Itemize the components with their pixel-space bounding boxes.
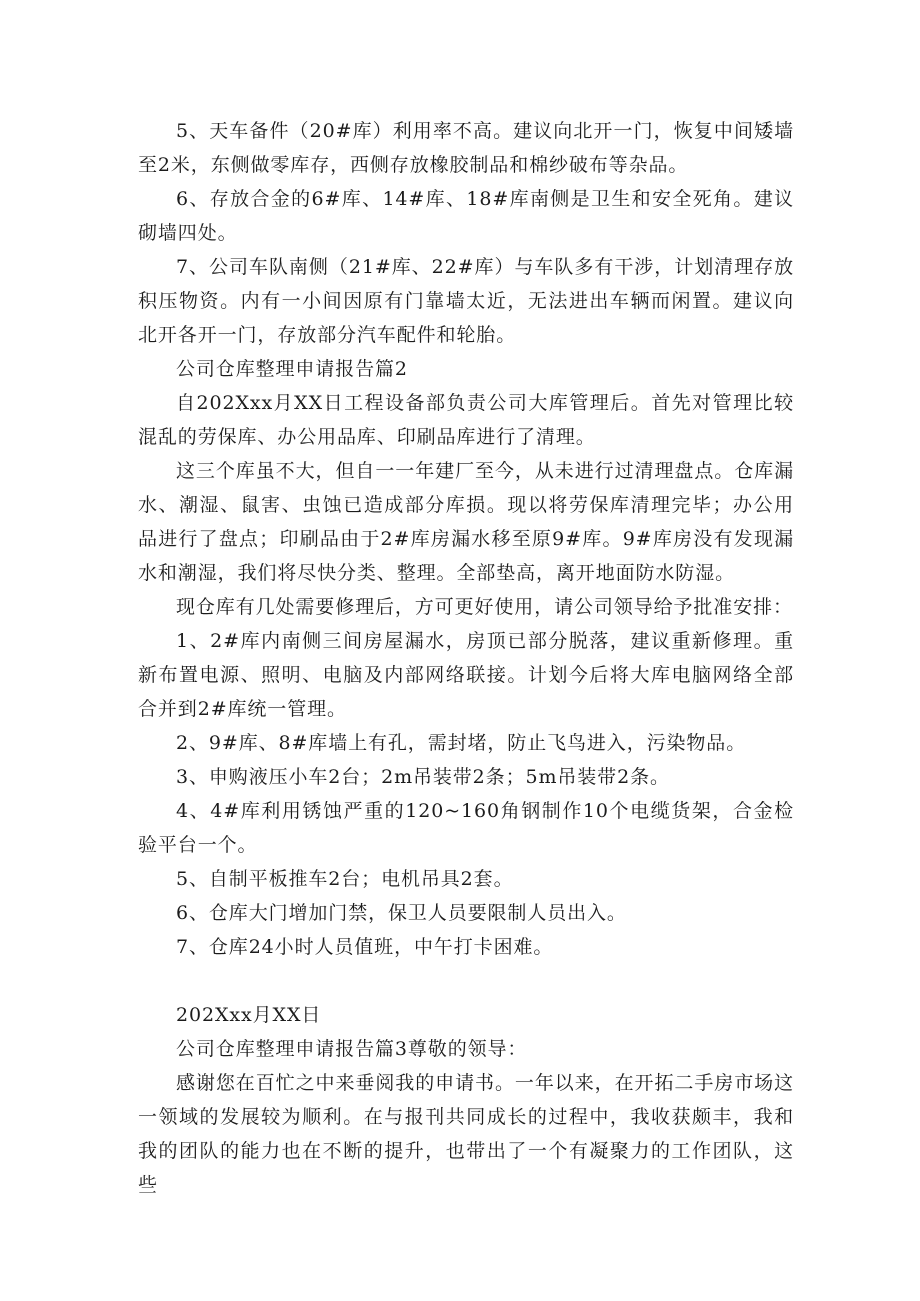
document-date: 202Xxx月XX日 bbox=[176, 1004, 322, 1026]
paragraph-section-2-intro: 自202Xxx月XX日工程设备部负责公司大库管理后。首先对管理比较混乱的劳保库、办公用品库、印刷品库进行了清理。 bbox=[138, 392, 794, 448]
list-item-2: 2、9#库、8#库墙上有孔，需封堵，防止飞鸟进入，污染物品。 bbox=[176, 732, 747, 754]
list-item-4: 4、4#库利用锈蚀严重的120~160角钢制作10个电缆货架，合金检验平台一个。 bbox=[138, 800, 794, 856]
paragraph-repair-request: 现仓库有几处需要修理后，方可更好使用，请公司领导给予批准安排： bbox=[176, 596, 793, 618]
list-item-7: 7、仓库24小时人员值班，中午打卡困难。 bbox=[176, 936, 554, 958]
section-2-heading: 公司仓库整理申请报告篇2 bbox=[176, 358, 408, 380]
paragraph-item-7-fleet-south: 7、公司车队南侧（21#库、22#库）与车队多有干涉，计划清理存放积压物资。内有一小间因原有门靠墙太近，无法进出车辆而闲置。建议向北开各开一门，存放部分汽车配件和轮胎。 bbox=[138, 256, 794, 346]
section-3-heading: 公司仓库整理申请报告篇3尊敬的领导： bbox=[176, 1038, 528, 1060]
list-item-1: 1、2#库内南侧三间房屋漏水，房顶已部分脱落，建议重新修理。重新布置电源、照明、电脑及内部网络联接。计划今后将大库电脑网络全部合并到2#库统一管理。 bbox=[138, 630, 794, 720]
list-item-5: 5、自制平板推车2台；电机吊具2套。 bbox=[176, 868, 514, 890]
paragraph-section-3-body: 感谢您在百忙之中来垂阅我的申请书。一年以来，在开拓二手房市场这一领域的发展较为顺利。在与报刊共同成长的过程中，我收获颇丰，我和我的团队的能力也在不断的提升，也带出了一个有凝聚力的工作团队，这些 bbox=[138, 1072, 794, 1196]
paragraph-item-5-bridge-crane-spares: 5、天车备件（20#库）利用率不高。建议向北开一门，恢复中间矮墙至2米，东侧做零库存，西侧存放橡胶制品和棉纱破布等杂品。 bbox=[138, 120, 794, 176]
paragraph-item-6-alloy-storage: 6、存放合金的6#库、14#库、18#库南侧是卫生和安全死角。建议砌墙四处。 bbox=[138, 188, 794, 244]
list-item-3: 3、申购液压小车2台；2m吊装带2条；5m吊装带2条。 bbox=[176, 766, 670, 788]
paragraph-three-warehouses: 这三个库虽不大，但自一一年建厂至今，从未进行过清理盘点。仓库漏水、潮湿、鼠害、虫蚀已造成部分库损。现以将劳保库清理完毕；办公用品进行了盘点；印刷品由于2#库房漏水移至原9#库。9#库房没有发现漏水和潮湿，我们将尽快分类、整理。全部垫高，离开地面防水防湿。 bbox=[138, 460, 794, 584]
list-item-6: 6、仓库大门增加门禁，保卫人员要限制人员出入。 bbox=[176, 902, 627, 924]
document-body bbox=[138, 114, 794, 1202]
